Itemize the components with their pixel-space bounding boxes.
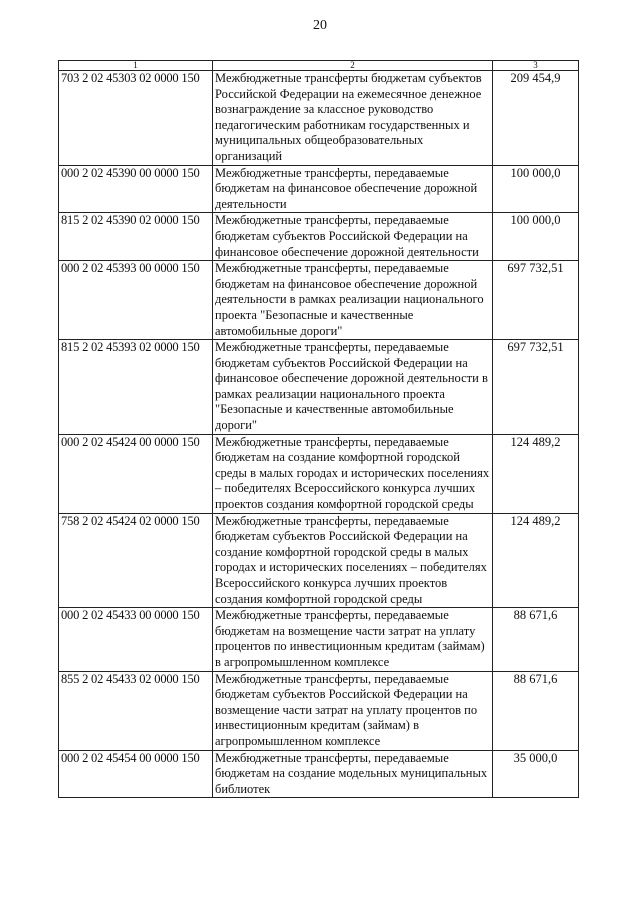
table-row — [59, 261, 579, 340]
table-row — [59, 513, 579, 608]
budget-code: 815 2 02 45393 02 0000 150 — [59, 340, 213, 435]
row-description: Межбюджетные трансферты, передаваемые бюджетам субъектов Российской Федерации на финансовое обеспечение дорожной деятельности в рамках реализации национального проекта "Безопасные и качественные автомобильные дороги" — [213, 340, 493, 435]
row-amount: 697 732,51 — [493, 340, 579, 435]
budget-code: 855 2 02 45433 02 0000 150 — [59, 671, 213, 750]
budget-code: 000 2 02 45433 00 0000 150 — [59, 608, 213, 671]
budget-code: 758 2 02 45424 02 0000 150 — [59, 513, 213, 608]
table-row — [59, 213, 579, 261]
table-row — [59, 750, 579, 798]
row-amount: 88 671,6 — [493, 608, 579, 671]
budget-table — [58, 60, 579, 798]
table-header — [59, 61, 579, 71]
budget-code: 815 2 02 45390 02 0000 150 — [59, 213, 213, 261]
row-amount: 697 732,51 — [493, 261, 579, 340]
column-header-2: 2 — [213, 61, 493, 71]
table-row — [59, 434, 579, 513]
row-description: Межбюджетные трансферты, передаваемые бюджетам субъектов Российской Федерации на создание комфортной городской среды в малых городах и исторических поселениях – победителях Всероссийского конкурса лучших проектов создания комфортной городской среды — [213, 513, 493, 608]
row-description: Межбюджетные трансферты, передаваемые бюджетам на возмещение части затрат на уплату процентов по инвестиционным кредитам (займам) в агропромышленном комплексе — [213, 608, 493, 671]
row-description: Межбюджетные трансферты бюджетам субъектов Российской Федерации на ежемесячное денежное вознаграждение за классное руководство педагогическим работникам государственных и муниципальных общеобразовательных организаций — [213, 71, 493, 166]
row-description: Межбюджетные трансферты, передаваемые бюджетам на финансовое обеспечение дорожной деятельности в рамках реализации национального проекта "Безопасные и качественные автомобильные дороги" — [213, 261, 493, 340]
table-row — [59, 165, 579, 213]
column-header-3: 3 — [493, 61, 579, 71]
budget-code: 000 2 02 45454 00 0000 150 — [59, 750, 213, 798]
row-amount: 100 000,0 — [493, 165, 579, 213]
row-description: Межбюджетные трансферты, передаваемые бюджетам субъектов Российской Федерации на финансовое обеспечение дорожной деятельности — [213, 213, 493, 261]
table-row — [59, 608, 579, 671]
budget-code: 703 2 02 45303 02 0000 150 — [59, 71, 213, 166]
row-description: Межбюджетные трансферты, передаваемые бюджетам на создание модельных муниципальных библиотек — [213, 750, 493, 798]
row-amount: 124 489,2 — [493, 434, 579, 513]
budget-code: 000 2 02 45424 00 0000 150 — [59, 434, 213, 513]
row-description: Межбюджетные трансферты, передаваемые бюджетам на создание комфортной городской среды в малых городах и исторических поселениях – победителях Всероссийского конкурса лучших проектов создания комфортной городской среды — [213, 434, 493, 513]
budget-code: 000 2 02 45393 00 0000 150 — [59, 261, 213, 340]
row-description: Межбюджетные трансферты, передаваемые бюджетам субъектов Российской Федерации на возмещение части затрат на уплату процентов по инвестиционным кредитам (займам) в агропромышленном комплексе — [213, 671, 493, 750]
row-description: Межбюджетные трансферты, передаваемые бюджетам на финансовое обеспечение дорожной деятельности — [213, 165, 493, 213]
row-amount: 209 454,9 — [493, 71, 579, 166]
row-amount: 35 000,0 — [493, 750, 579, 798]
row-amount: 100 000,0 — [493, 213, 579, 261]
budget-code: 000 2 02 45390 00 0000 150 — [59, 165, 213, 213]
row-amount: 124 489,2 — [493, 513, 579, 608]
row-amount: 88 671,6 — [493, 671, 579, 750]
page-number: 20 — [313, 18, 327, 33]
table-row — [59, 671, 579, 750]
column-header-1: 1 — [59, 61, 213, 71]
table-row — [59, 71, 579, 166]
table-row — [59, 340, 579, 435]
